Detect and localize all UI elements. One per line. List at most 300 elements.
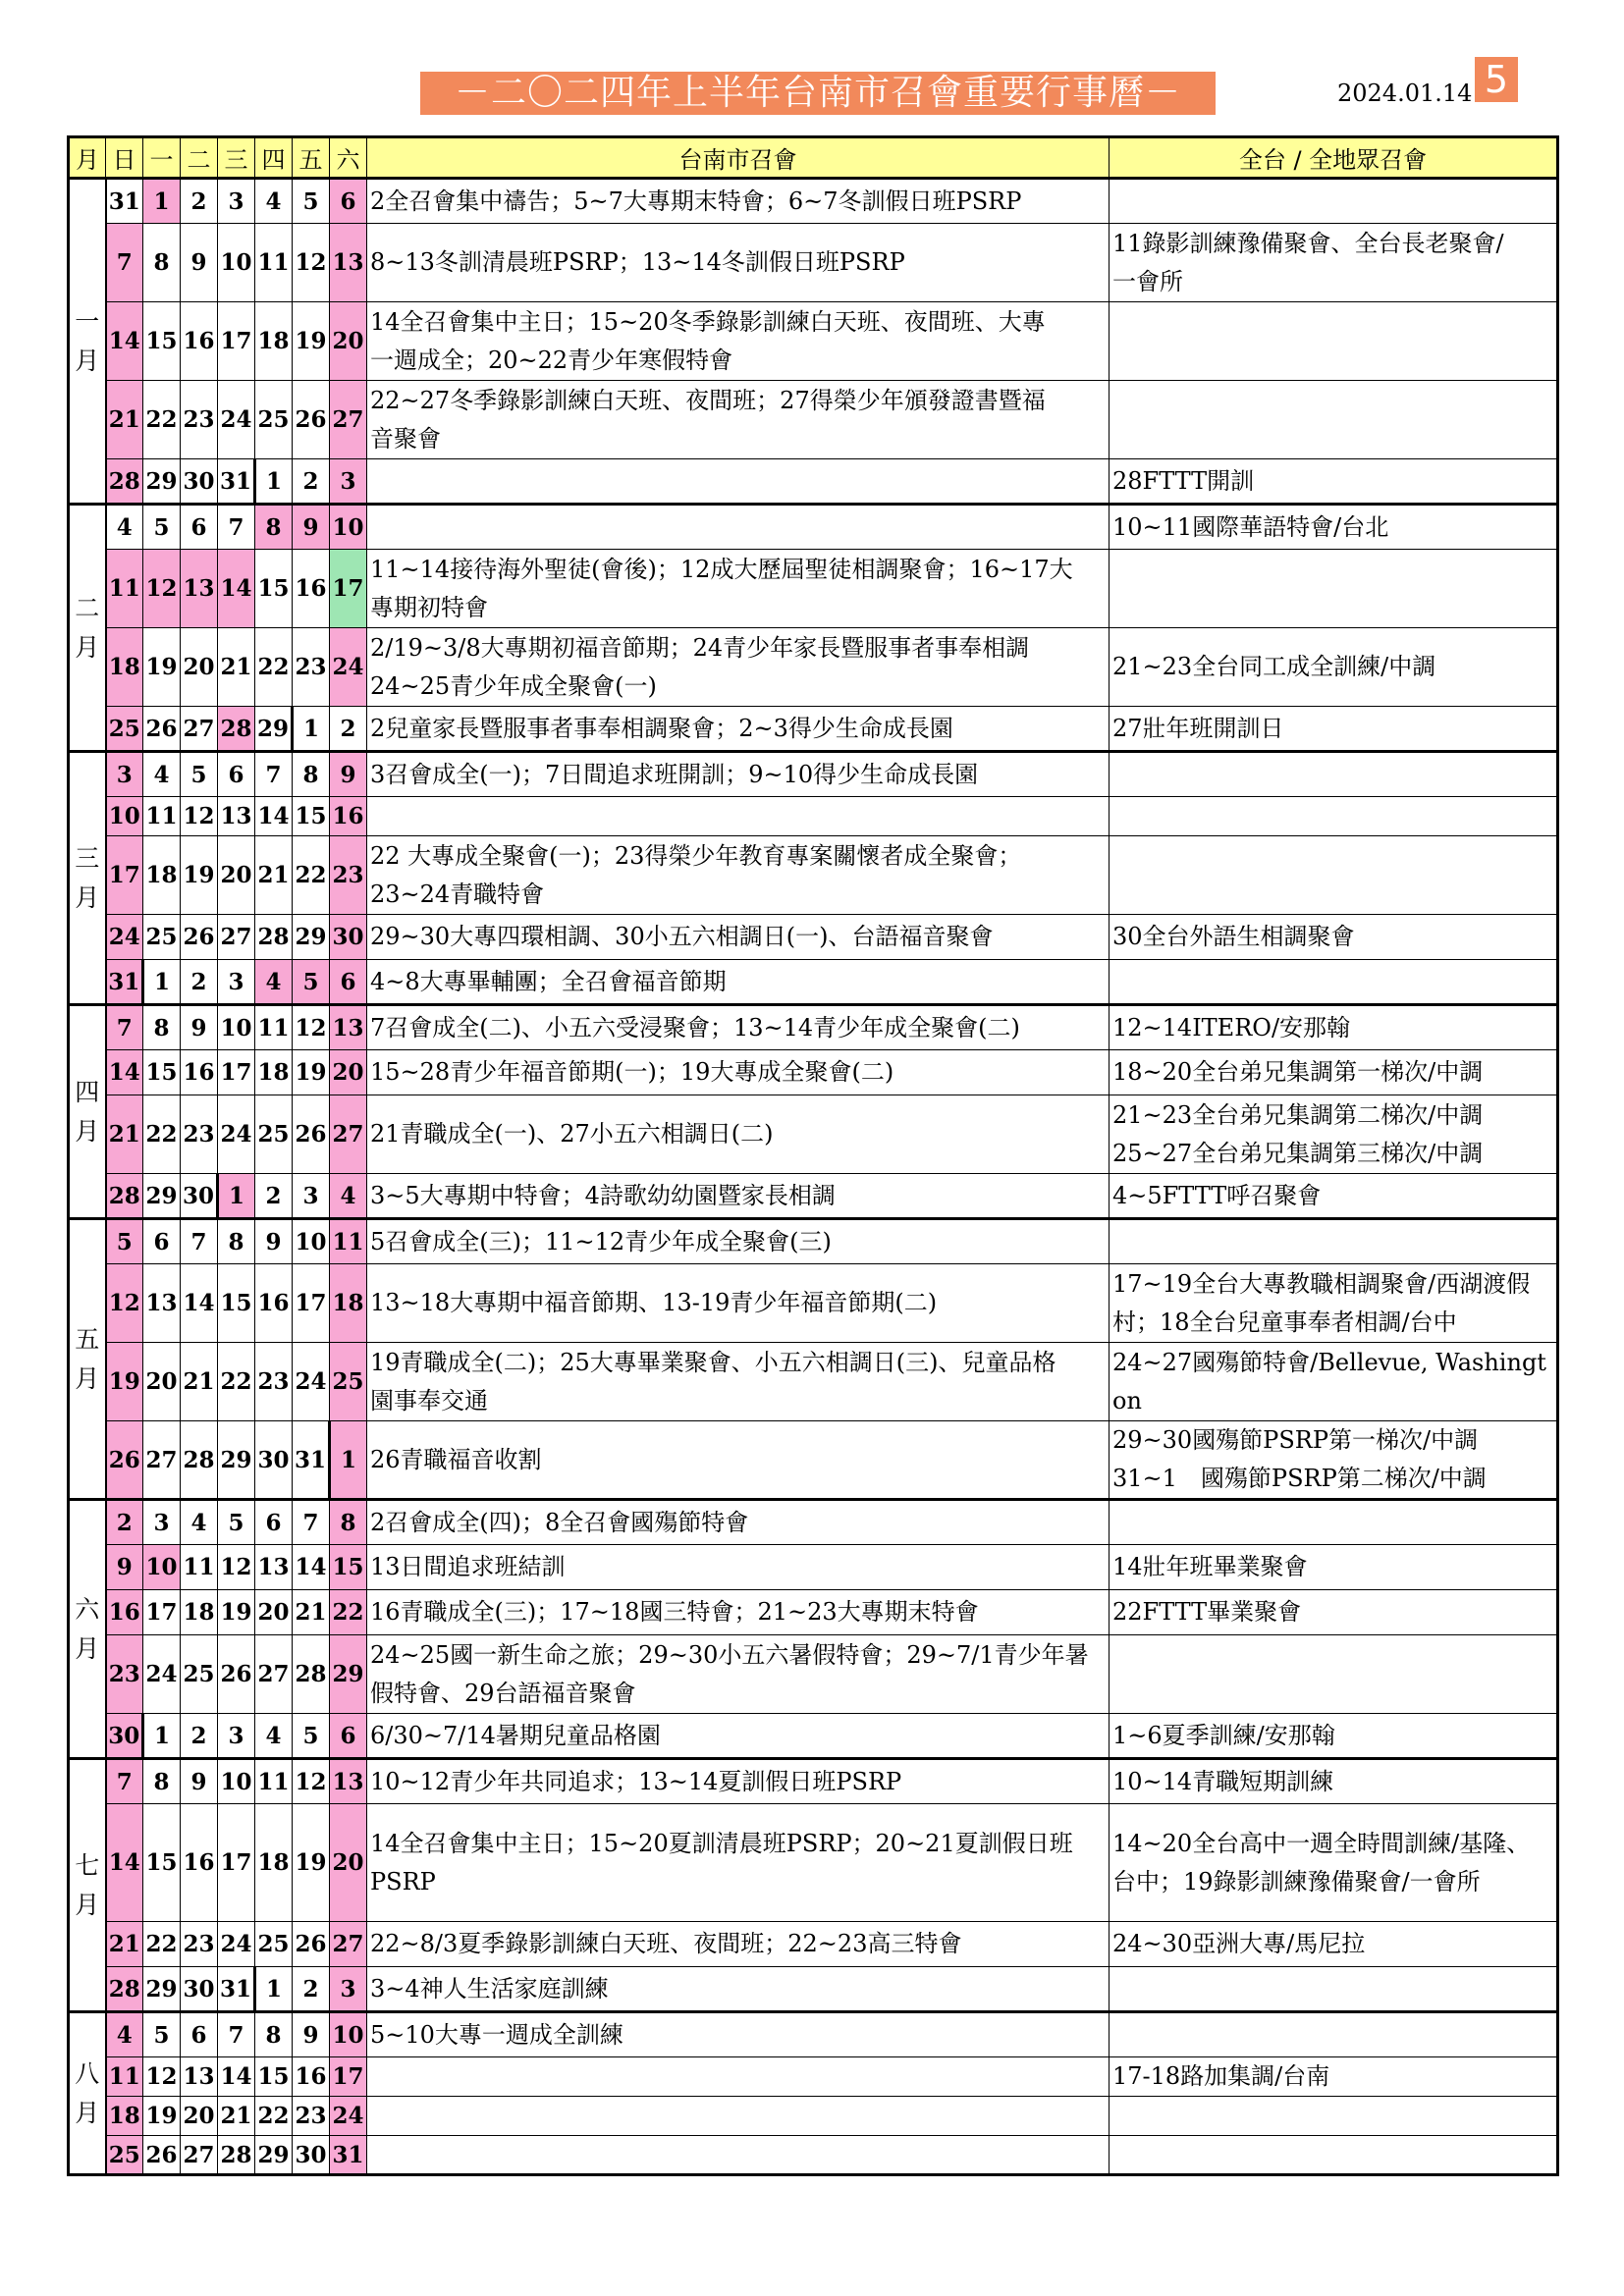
calendar-day: 30: [293, 2136, 330, 2175]
table-row: [69, 1174, 1558, 1219]
calendar-day: 19: [106, 1343, 143, 1421]
month-label: [69, 1500, 106, 1759]
calendar-day: 10: [106, 797, 143, 836]
calendar-day: 27: [255, 1635, 293, 1714]
national-event: [1110, 2136, 1558, 2175]
tainan-event: 2全召會集中禱告；5~7大專期末特會；6~7冬訓假日班PSRP: [367, 179, 1110, 224]
calendar-day: 1: [330, 1421, 367, 1500]
month-label-char: 七: [75, 1850, 100, 1880]
tainan-event: 11~14接待海外聖徒(會後)；12成大歷屆聖徒相調聚會；16~17大 專期初特會: [367, 550, 1110, 628]
calendar-day: 23: [293, 2097, 330, 2136]
calendar-day: 7: [255, 752, 293, 797]
calendar-day: 21: [255, 836, 293, 915]
tainan-event: 8~13冬訓清晨班PSRP；13~14冬訓假日班PSRP: [367, 224, 1110, 302]
calendar-day: 14: [255, 797, 293, 836]
national-event: 30全台外語生相調聚會: [1110, 915, 1558, 960]
calendar-day: 4: [181, 1500, 218, 1545]
calendar-day: 13: [143, 1264, 181, 1343]
calendar-day: 4: [330, 1174, 367, 1219]
calendar-day: 5: [218, 1500, 255, 1545]
calendar-day: 28: [218, 2136, 255, 2175]
calendar-day: 4: [255, 960, 293, 1005]
national-event: 10~14青職短期訓練: [1110, 1759, 1558, 1804]
national-event: [1110, 752, 1558, 797]
calendar-day: 23: [181, 381, 218, 459]
calendar-day: 11: [143, 797, 181, 836]
calendar-day: 7: [106, 224, 143, 302]
calendar-day: 20: [330, 302, 367, 381]
calendar-day: 1: [293, 707, 330, 752]
national-event: 24~30亞洲大專/馬尼拉: [1110, 1922, 1558, 1967]
national-event: 12~14ITERO/安那翰: [1110, 1005, 1558, 1050]
calendar-day: 24: [330, 628, 367, 707]
month-label-char: 二: [75, 593, 100, 622]
calendar-day: 12: [293, 1759, 330, 1804]
calendar-day: 27: [218, 915, 255, 960]
national-event: [1110, 550, 1558, 628]
calendar-day: 2: [181, 960, 218, 1005]
national-event: 17-18路加集調/台南: [1110, 2057, 1558, 2097]
national-event: [1110, 1967, 1558, 2012]
calendar-day: 23: [106, 1635, 143, 1714]
table-row: [69, 1005, 1558, 1050]
calendar-day: 10: [218, 224, 255, 302]
calendar-day: 3: [106, 752, 143, 797]
calendar-day: 8: [330, 1500, 367, 1545]
calendar-day: 22: [143, 1922, 181, 1967]
national-event: 21~23全台弟兄集調第二梯次/中調 25~27全台弟兄集調第三梯次/中調: [1110, 1095, 1558, 1174]
calendar-day: 25: [255, 1922, 293, 1967]
calendar-day: 24: [330, 2097, 367, 2136]
calendar-day: 27: [181, 2136, 218, 2175]
table-row: [69, 459, 1558, 505]
calendar-day: 14: [106, 1050, 143, 1095]
calendar-day: 6: [218, 752, 255, 797]
calendar-day: 13: [181, 2057, 218, 2097]
calendar-day: 1: [143, 960, 181, 1005]
calendar-day: 13: [330, 1005, 367, 1050]
calendar-day: 3: [330, 459, 367, 505]
calendar-day: 27: [181, 707, 218, 752]
calendar-day: 23: [181, 1922, 218, 1967]
tainan-event: 7召會成全(二)、小五六受浸聚會；13~14青少年成全聚會(二): [367, 1005, 1110, 1050]
calendar-day: 16: [330, 797, 367, 836]
calendar-day: 13: [218, 797, 255, 836]
calendar-day: 14: [106, 302, 143, 381]
table-row: [69, 1095, 1558, 1174]
calendar-day: 26: [181, 915, 218, 960]
calendar-day: 26: [293, 1095, 330, 1174]
calendar-day: 18: [181, 1590, 218, 1635]
calendar-day: 11: [255, 1005, 293, 1050]
calendar-day: 31: [218, 1967, 255, 2012]
table-row: [69, 302, 1558, 381]
national-event: [1110, 1635, 1558, 1714]
calendar-day: 12: [143, 550, 181, 628]
calendar-day: 24: [143, 1635, 181, 1714]
calendar-day: 21: [218, 628, 255, 707]
table-row: [69, 2012, 1558, 2057]
month-label-char: 月: [75, 882, 100, 912]
calendar-day: 26: [293, 381, 330, 459]
calendar-day: 29: [143, 1174, 181, 1219]
national-event: 11錄影訓練豫備聚會、全台長老聚會/ 一會所: [1110, 224, 1558, 302]
calendar-day: 20: [181, 2097, 218, 2136]
calendar-day: 9: [293, 2012, 330, 2057]
tainan-event: 3~4神人生活家庭訓練: [367, 1967, 1110, 2012]
page-title: －二〇二四年上半年台南市召會重要行事曆－: [420, 72, 1216, 115]
calendar-body: [69, 179, 1558, 2175]
tainan-event: 22~8/3夏季錄影訓練白天班、夜間班；22~23高三特會: [367, 1922, 1110, 1967]
calendar-day: 7: [106, 1005, 143, 1050]
calendar-day: 4: [106, 2012, 143, 2057]
calendar-day: 29: [143, 459, 181, 505]
calendar-day: 16: [106, 1590, 143, 1635]
national-event: 14壯年班畢業聚會: [1110, 1545, 1558, 1590]
calendar-day: 9: [106, 1545, 143, 1590]
calendar-day: 5: [106, 1219, 143, 1264]
header-thursday: 四: [255, 137, 293, 179]
calendar-day: 18: [255, 302, 293, 381]
calendar-day: 30: [330, 915, 367, 960]
tainan-event: 24~25國一新生命之旅；29~30小五六暑假特會；29~7/1青少年暑 假特會、29台語福音聚會: [367, 1635, 1110, 1714]
national-event: 24~27國殤節特會/Bellevue, Washington: [1110, 1343, 1558, 1421]
calendar-table: [67, 135, 1559, 2176]
month-label-char: 月: [75, 346, 100, 375]
calendar-day: 20: [143, 1343, 181, 1421]
header-friday: 五: [293, 137, 330, 179]
calendar-day: 27: [330, 1095, 367, 1174]
calendar-day: 28: [106, 1174, 143, 1219]
calendar-day: 9: [181, 1759, 218, 1804]
calendar-day: 4: [143, 752, 181, 797]
calendar-day: 21: [106, 1095, 143, 1174]
calendar-day: 30: [255, 1421, 293, 1500]
calendar-day: 7: [218, 505, 255, 550]
calendar-day: 16: [181, 1804, 218, 1922]
calendar-day: 28: [106, 1967, 143, 2012]
calendar-day: 11: [106, 2057, 143, 2097]
table-row: [69, 797, 1558, 836]
calendar-day: 12: [181, 797, 218, 836]
calendar-day: 17: [106, 836, 143, 915]
calendar-day: 20: [218, 836, 255, 915]
calendar-day: 20: [330, 1804, 367, 1922]
calendar-day: 31: [330, 2136, 367, 2175]
calendar-day: 12: [293, 1005, 330, 1050]
national-event: 18~20全台弟兄集調第一梯次/中調: [1110, 1050, 1558, 1095]
header-sunday: 日: [106, 137, 143, 179]
calendar-day: 11: [106, 550, 143, 628]
calendar-day: 7: [218, 2012, 255, 2057]
calendar-day: 25: [255, 1095, 293, 1174]
national-event: 21~23全台同工成全訓練/中調: [1110, 628, 1558, 707]
calendar-day: 10: [330, 2012, 367, 2057]
calendar-day: 22: [255, 2097, 293, 2136]
calendar-day: 26: [218, 1635, 255, 1714]
tainan-event: 21青職成全(一)、27小五六相調日(二): [367, 1095, 1110, 1174]
calendar-day: 4: [106, 505, 143, 550]
national-event: 4~5FTTT呼召聚會: [1110, 1174, 1558, 1219]
month-label: [69, 1219, 106, 1500]
tainan-event: 2/19~3/8大專期初福音節期；24青少年家長暨服事者事奉相調 24~25青少年成全聚會(一): [367, 628, 1110, 707]
header-month: 月: [69, 137, 106, 179]
calendar-day: 18: [255, 1804, 293, 1922]
calendar-day: 24: [106, 915, 143, 960]
calendar-day: 30: [181, 1967, 218, 2012]
calendar-day: 8: [255, 2012, 293, 2057]
tainan-event: 5召會成全(三)；11~12青少年成全聚會(三): [367, 1219, 1110, 1264]
tainan-event: 2召會成全(四)；8全召會國殤節特會: [367, 1500, 1110, 1545]
month-label-char: 月: [75, 1116, 100, 1146]
calendar-day: 24: [218, 1095, 255, 1174]
header-wednesday: 三: [218, 137, 255, 179]
month-label-char: 月: [75, 1363, 100, 1393]
tainan-event: 2兒童家長暨服事者事奉相調聚會；2~3得少生命成長園: [367, 707, 1110, 752]
tainan-event: 14全召會集中主日；15~20冬季錄影訓練白天班、夜間班、大專 一週成全；20~22青少年寒假特會: [367, 302, 1110, 381]
table-row: [69, 752, 1558, 797]
calendar-day: 19: [293, 1050, 330, 1095]
calendar-day: 6: [330, 1714, 367, 1759]
tainan-event: 13日間追求班結訓: [367, 1545, 1110, 1590]
calendar-day: 17: [218, 302, 255, 381]
calendar-day: 11: [255, 1759, 293, 1804]
tainan-event: 10~12青少年共同追求；13~14夏訓假日班PSRP: [367, 1759, 1110, 1804]
calendar-day: 13: [330, 1759, 367, 1804]
calendar-day: 14: [218, 550, 255, 628]
table-row: [69, 550, 1558, 628]
calendar-day: 1: [255, 1967, 293, 2012]
tainan-event: 13~18大專期中福音節期、13-19青少年福音節期(二): [367, 1264, 1110, 1343]
table-row: [69, 1545, 1558, 1590]
calendar-day: 10: [293, 1219, 330, 1264]
calendar-day: 10: [218, 1759, 255, 1804]
tainan-event: 22 大專成全聚會(一)；23得榮少年教育專案關懷者成全聚會； 23~24青職特會: [367, 836, 1110, 915]
header-monday: 一: [143, 137, 181, 179]
calendar-day: 12: [218, 1545, 255, 1590]
calendar-day: 3: [218, 179, 255, 224]
table-row: [69, 179, 1558, 224]
calendar-day: 12: [143, 2057, 181, 2097]
calendar-day: 15: [255, 550, 293, 628]
calendar-day: 15: [218, 1264, 255, 1343]
calendar-day: 25: [330, 1343, 367, 1421]
calendar-day: 2: [255, 1174, 293, 1219]
calendar-day: 10: [218, 1005, 255, 1050]
month-label-char: 月: [75, 2098, 100, 2127]
revision-date: 2024.01.14: [1337, 80, 1473, 107]
table-row: [69, 1050, 1558, 1095]
national-event: [1110, 179, 1558, 224]
calendar-day: 2: [181, 179, 218, 224]
calendar-day: 8: [293, 752, 330, 797]
calendar-day: 25: [181, 1635, 218, 1714]
calendar-day: 13: [255, 1545, 293, 1590]
calendar-day: 23: [293, 628, 330, 707]
calendar-day: 22: [143, 381, 181, 459]
table-row: [69, 1590, 1558, 1635]
national-event: 14~20全台高中一週全時間訓練/基隆、 台中；19錄影訓練豫備聚會/一會所: [1110, 1804, 1558, 1922]
table-row: [69, 915, 1558, 960]
calendar-day: 5: [143, 2012, 181, 2057]
table-row: [69, 1635, 1558, 1714]
calendar-day: 24: [218, 1922, 255, 1967]
month-label: [69, 1005, 106, 1219]
national-event: 22FTTT畢業聚會: [1110, 1590, 1558, 1635]
calendar-day: 21: [181, 1343, 218, 1421]
tainan-event: 14全召會集中主日；15~20夏訓清晨班PSRP；20~21夏訓假日班 PSRP: [367, 1804, 1110, 1922]
tainan-event: [367, 2097, 1110, 2136]
national-event: 17~19全台大專教職相調聚會/西湖渡假 村；18全台兒童事奉者相調/台中: [1110, 1264, 1558, 1343]
calendar-day: 15: [143, 302, 181, 381]
calendar-day: 17: [330, 550, 367, 628]
tainan-event: 6/30~7/14暑期兒童品格園: [367, 1714, 1110, 1759]
month-label-char: 三: [75, 843, 100, 873]
table-row: [69, 2136, 1558, 2175]
calendar-day: 9: [293, 505, 330, 550]
tainan-event: [367, 2057, 1110, 2097]
month-label-char: 月: [75, 632, 100, 662]
national-event: 27壯年班開訓日: [1110, 707, 1558, 752]
calendar-day: 18: [106, 628, 143, 707]
month-label-char: 一: [75, 306, 100, 336]
calendar-day: 28: [181, 1421, 218, 1500]
calendar-day: 19: [293, 1804, 330, 1922]
calendar-day: 16: [181, 302, 218, 381]
calendar-day: 4: [255, 1714, 293, 1759]
table-row: [69, 2097, 1558, 2136]
month-label-char: 五: [75, 1324, 100, 1354]
calendar-day: 2: [106, 1500, 143, 1545]
national-event: 28FTTT開訓: [1110, 459, 1558, 505]
header-tuesday: 二: [181, 137, 218, 179]
header-all-churches: 全台 / 全地眾召會: [1110, 137, 1558, 179]
calendar-day: 9: [181, 224, 218, 302]
calendar-day: 9: [255, 1219, 293, 1264]
calendar-day: 11: [255, 224, 293, 302]
calendar-day: 1: [143, 1714, 181, 1759]
table-header-row: [69, 137, 1558, 179]
calendar-day: 31: [218, 459, 255, 505]
calendar-day: 29: [255, 2136, 293, 2175]
calendar-day: 22: [143, 1095, 181, 1174]
calendar-day: 24: [293, 1343, 330, 1421]
month-label-char: 六: [75, 1594, 100, 1624]
calendar-day: 13: [330, 224, 367, 302]
month-label-char: 月: [75, 1890, 100, 1919]
calendar-day: 5: [293, 960, 330, 1005]
header-saturday: 六: [330, 137, 367, 179]
page-number: 5: [1475, 57, 1518, 102]
calendar-day: 18: [143, 836, 181, 915]
table-row: [69, 1500, 1558, 1545]
calendar-day: 25: [106, 2136, 143, 2175]
calendar-day: 21: [293, 1590, 330, 1635]
table-row: [69, 1421, 1558, 1500]
tainan-event: 4~8大專畢輔團；全召會福音節期: [367, 960, 1110, 1005]
tainan-event: 15~28青少年福音節期(一)；19大專成全聚會(二): [367, 1050, 1110, 1095]
calendar-day: 17: [218, 1804, 255, 1922]
calendar-day: 20: [255, 1590, 293, 1635]
calendar-day: 21: [106, 1922, 143, 1967]
national-event: 29~30國殤節PSRP第一梯次/中調 31~1 國殤節PSRP第二梯次/中調: [1110, 1421, 1558, 1500]
calendar-day: 17: [218, 1050, 255, 1095]
national-event: [1110, 2012, 1558, 2057]
calendar-day: 3: [143, 1500, 181, 1545]
national-event: [1110, 960, 1558, 1005]
calendar-day: 2: [181, 1714, 218, 1759]
national-event: 10~11國際華語特會/台北: [1110, 505, 1558, 550]
calendar-day: 19: [181, 836, 218, 915]
calendar-day: 21: [106, 381, 143, 459]
calendar-day: 26: [106, 1421, 143, 1500]
calendar-day: 23: [330, 836, 367, 915]
calendar-day: 2: [293, 459, 330, 505]
month-label-char: 月: [75, 1633, 100, 1663]
calendar-day: 19: [293, 302, 330, 381]
calendar-day: 4: [255, 179, 293, 224]
calendar-day: 29: [143, 1967, 181, 2012]
calendar-day: 5: [181, 752, 218, 797]
calendar-day: 16: [293, 2057, 330, 2097]
calendar-day: 6: [181, 2012, 218, 2057]
tainan-event: 5~10大專一週成全訓練: [367, 2012, 1110, 2057]
calendar-day: 1: [143, 179, 181, 224]
calendar-day: 15: [255, 2057, 293, 2097]
calendar-day: 15: [143, 1804, 181, 1922]
calendar-day: 29: [293, 915, 330, 960]
tainan-event: [367, 459, 1110, 505]
table-row: [69, 1922, 1558, 1967]
calendar-day: 8: [143, 1005, 181, 1050]
calendar-day: 27: [330, 381, 367, 459]
calendar-day: 31: [106, 960, 143, 1005]
calendar-day: 29: [330, 1635, 367, 1714]
calendar-day: 25: [255, 381, 293, 459]
calendar-day: 5: [293, 179, 330, 224]
calendar-day: 7: [293, 1500, 330, 1545]
calendar-day: 2: [293, 1967, 330, 2012]
calendar-day: 16: [181, 1050, 218, 1095]
calendar-day: 25: [143, 915, 181, 960]
calendar-day: 10: [330, 505, 367, 550]
calendar-day: 17: [330, 2057, 367, 2097]
tainan-event: [367, 2136, 1110, 2175]
month-label-char: 四: [75, 1077, 100, 1106]
calendar-day: 3: [330, 1967, 367, 2012]
table-row: [69, 960, 1558, 1005]
table-row: [69, 381, 1558, 459]
calendar-day: 19: [218, 1590, 255, 1635]
calendar-day: 15: [143, 1050, 181, 1095]
calendar-day: 14: [181, 1264, 218, 1343]
table-row: [69, 1804, 1558, 1922]
calendar-day: 12: [293, 224, 330, 302]
tainan-event: [367, 797, 1110, 836]
calendar-day: 28: [293, 1635, 330, 1714]
calendar-day: 13: [181, 550, 218, 628]
calendar-day: 26: [293, 1922, 330, 1967]
national-event: [1110, 836, 1558, 915]
calendar-day: 22: [330, 1590, 367, 1635]
calendar-day: 31: [106, 179, 143, 224]
national-event: [1110, 797, 1558, 836]
calendar-day: 8: [143, 224, 181, 302]
calendar-day: 19: [143, 628, 181, 707]
calendar-day: 9: [330, 752, 367, 797]
header-tainan-church: 台南市召會: [367, 137, 1110, 179]
calendar-day: 21: [218, 2097, 255, 2136]
